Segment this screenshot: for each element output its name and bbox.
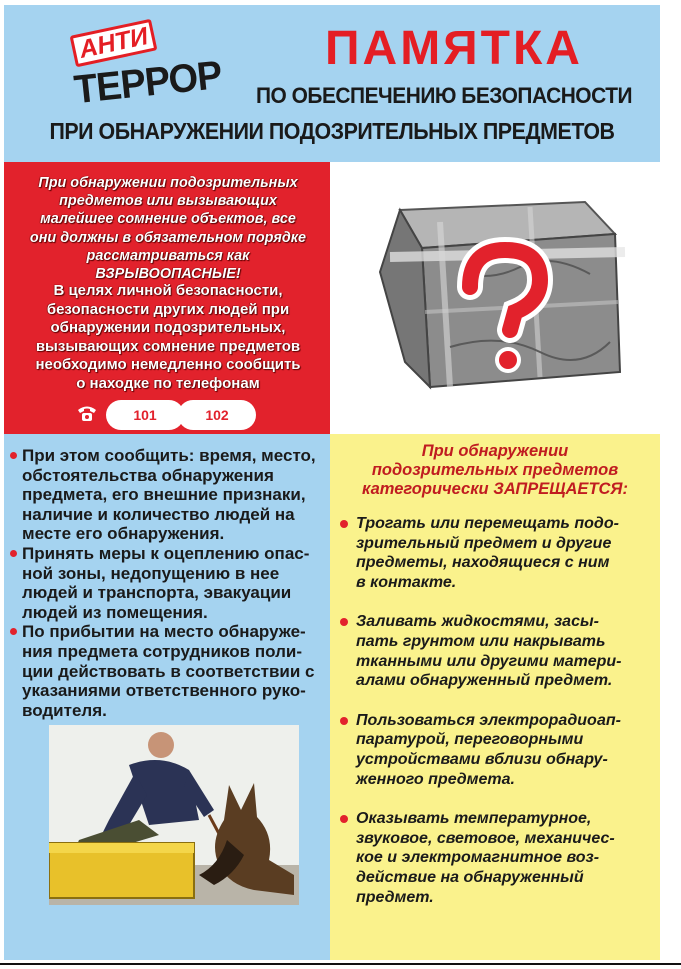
- poster: [4, 5, 660, 960]
- bullet-icon: [340, 815, 348, 823]
- warning-line: вызывающих сомнение предметов: [35, 337, 301, 355]
- prohibited-line: тканными или другими матери-: [356, 652, 622, 670]
- suspicious-package-image: [330, 162, 660, 434]
- instruction-line: людей из помещения.: [22, 602, 208, 622]
- bullet-icon: [340, 618, 348, 626]
- instruction-line: людей и транспорта, эвакуации: [22, 583, 292, 603]
- list-item: [8, 446, 328, 544]
- prohibited-line: устройствами вблизи обнару-: [356, 750, 608, 768]
- instruction-line: обстоятельства обнаружения: [22, 465, 274, 485]
- page-title: ПАМЯТКА: [325, 22, 583, 75]
- subtitle-line-1: ПО ОБЕСПЕЧЕНИЮ БЕЗОПАСНОСТИ: [255, 83, 633, 108]
- warning-line: предметов или вызывающих: [59, 193, 277, 210]
- instruction-line: предмета, его внешние признаки,: [22, 485, 306, 505]
- prohibited-block: [330, 434, 660, 960]
- telephone-icon: [76, 403, 98, 423]
- warning-line: В целях личной безопасности,: [53, 282, 283, 299]
- prohibited-line: предмет.: [356, 888, 434, 906]
- instruction-line: водителя.: [22, 700, 107, 720]
- warning-line: о находке по телефонам: [76, 374, 260, 392]
- bullet-icon: [340, 520, 348, 528]
- list-item: [340, 711, 658, 789]
- prohibited-line: паратурой, переговорными: [356, 731, 584, 749]
- prohibited-line: зрительный предмет и другие: [356, 534, 612, 552]
- prohibited-line: женного предмета.: [356, 770, 515, 788]
- subtitle-line-2: ПРИ ОБНАРУЖЕНИИ ПОДОЗРИТЕЛЬНЫХ ПРЕДМЕТОВ: [49, 118, 615, 144]
- instruction-line: ции действовать в соответствии с: [22, 661, 315, 681]
- warning-block: [4, 162, 330, 434]
- prohibited-line: действие на обнаруженный: [356, 868, 584, 886]
- prohibited-line: Оказывать температурное,: [356, 810, 592, 828]
- instructions-list: [8, 446, 328, 720]
- warning-line-explosive: ВЗРЫВООПАСНЫЕ!: [95, 266, 241, 283]
- warning-line: обнаружении подозрительных,: [50, 319, 286, 337]
- bullet-icon: [10, 628, 17, 635]
- list-item: [340, 612, 658, 690]
- warning-text-italic: [10, 174, 326, 283]
- instruction-line: Принять меры к оцеплению опас-: [22, 543, 310, 563]
- prohibited-line: звуковое, световое, механичес-: [356, 829, 615, 847]
- phone-102[interactable]: 102: [178, 400, 256, 430]
- logo-terror-text: ТЕРРОР: [72, 53, 224, 113]
- header: [4, 5, 660, 160]
- prohibited-title: [330, 442, 660, 499]
- prohibited-line: предметы, находящиеся с ним: [356, 554, 610, 572]
- warning-text-plain: [10, 282, 326, 394]
- warning-line: При обнаружении подозрительных: [38, 175, 298, 191]
- antiterror-logo: [66, 19, 224, 114]
- warning-line: они должны в обязательном порядке: [29, 229, 307, 246]
- page-divider: [0, 963, 681, 965]
- prohibited-line: кое и электромагнитное воз-: [356, 849, 600, 867]
- prohibited-line: Заливать жидкостями, засы-: [356, 613, 599, 631]
- prohibited-list: [340, 514, 658, 927]
- prohibited-line: Пользоваться электрорадиоап-: [356, 711, 621, 729]
- list-item: [8, 544, 328, 622]
- instructions-block: [4, 434, 330, 960]
- police-dog-photo: [49, 725, 299, 905]
- prohibited-title-line: При обнаружении: [421, 442, 569, 460]
- instruction-line: По прибытии на место обнаруже-: [22, 622, 306, 642]
- warning-line: безопасности других людей при: [46, 300, 290, 318]
- prohibited-line: алами обнаруженный предмет.: [356, 672, 613, 690]
- instruction-line: месте его обнаружения.: [22, 524, 225, 544]
- list-item: [340, 809, 658, 907]
- package-with-question-mark-icon: [330, 162, 660, 434]
- instruction-line: При этом сообщить: время, место,: [22, 446, 316, 465]
- prohibited-title-line: подозрительных предметов: [371, 461, 619, 479]
- prohibited-title-line: категорически ЗАПРЕЩАЕТСЯ:: [362, 480, 628, 498]
- bullet-icon: [340, 717, 348, 725]
- list-item: [340, 514, 658, 592]
- instruction-line: ной зоны, недопущению в нее: [22, 563, 280, 583]
- prohibited-line: Трогать или перемещать подо-: [356, 515, 619, 532]
- prohibited-line: пать грунтом или накрывать: [356, 632, 606, 650]
- phone-101[interactable]: 101: [106, 400, 184, 430]
- bullet-icon: [10, 550, 17, 557]
- logo-anti-text: АНТИ: [70, 19, 158, 68]
- instruction-line: наличие и количество людей на: [22, 504, 295, 524]
- warning-line: необходимо немедленно сообщить: [35, 356, 301, 374]
- prohibited-line: в контакте.: [356, 573, 457, 591]
- warning-line: рассматриваться как: [86, 247, 250, 264]
- list-item: [8, 622, 328, 720]
- instruction-line: указаниями ответственного руко-: [22, 681, 306, 701]
- instruction-line: ния предмета сотрудников поли-: [22, 641, 302, 661]
- bullet-icon: [10, 452, 17, 459]
- warning-line: малейшее сомнение объектов, все: [40, 211, 296, 228]
- officer-with-dog-icon: [49, 725, 299, 905]
